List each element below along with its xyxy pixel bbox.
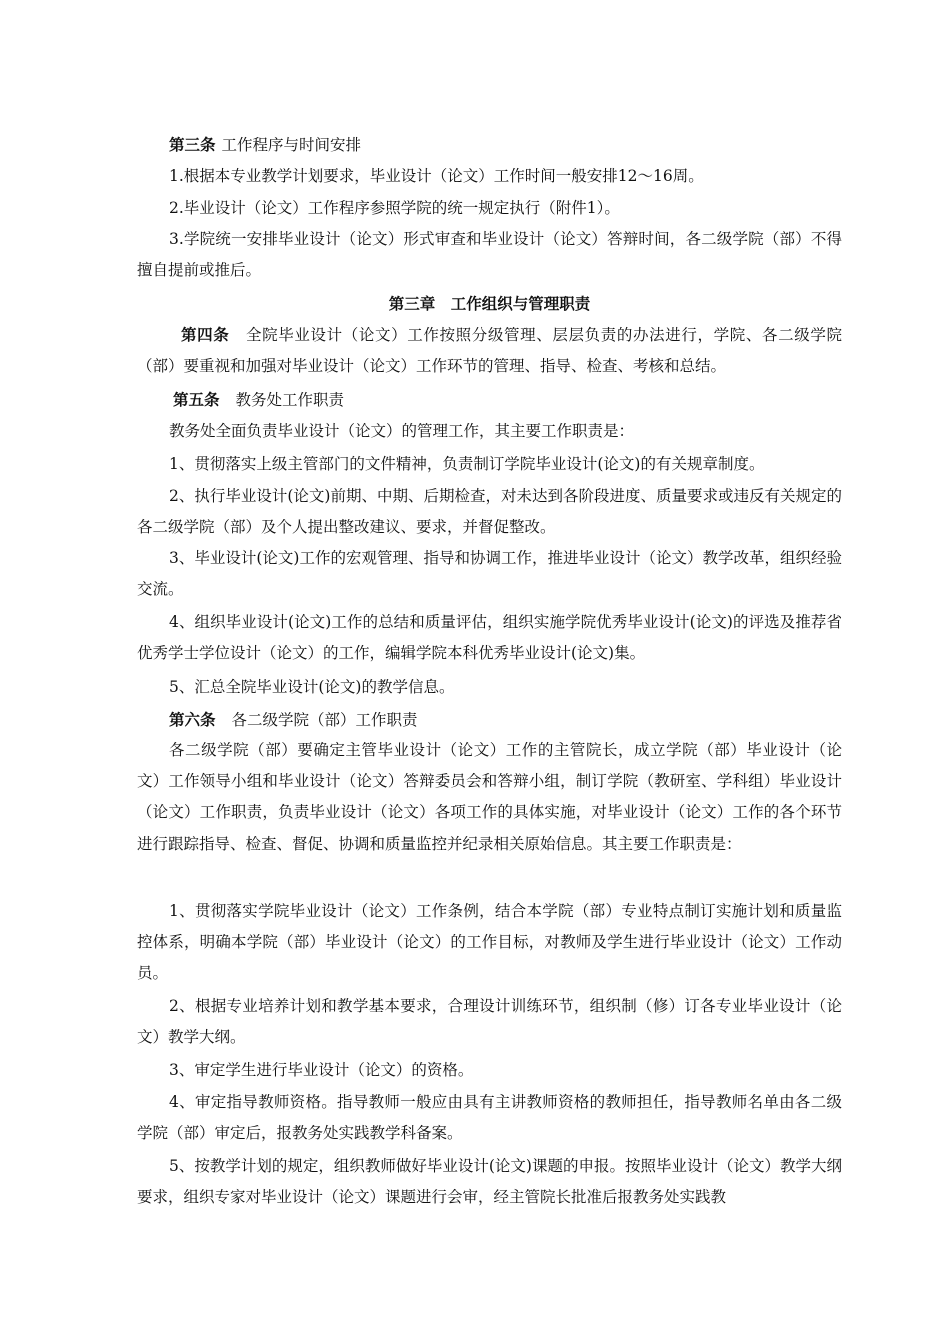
article-5-item-4: 4、组织毕业设计(论文)工作的总结和质量评估，组织实施学院优秀毕业设计(论文)的评选及推荐省优秀学士学位设计（论文）的工作，编辑学院本科优秀毕业设计(论文)集。 — [137, 613, 842, 663]
article-5-title: 第五条 — [173, 390, 220, 409]
article-5-item-3: 3、毕业设计(论文)工作的宏观管理、指导和协调工作，推进毕业设计（论文）教学改革，组织经验交流。 — [137, 549, 842, 599]
article-6-item-3: 3、审定学生进行毕业设计（论文）的资格。 — [169, 1061, 474, 1079]
article-4-paragraph — [137, 319, 842, 382]
article-4-text: 全院毕业设计（论文）工作按照分级管理、层层负责的办法进行，学院、各二级学院（部）要重视和加强对毕业设计（论文）工作环节的管理、指导、检查、考核和总结。 — [137, 326, 842, 376]
article-3-title: 第三条 — [169, 135, 216, 154]
article-3-item-3: 3.学院统一安排毕业设计（论文）形式审查和毕业设计（论文）答辩时间，各二级学院（部）不得擅自提前或推后。 — [137, 230, 842, 280]
article-4-title: 第四条 — [181, 325, 230, 344]
article-6-item-2: 2、根据专业培养计划和教学基本要求，合理设计训练环节，组织制（修）订各专业毕业设计（论文）教学大纲。 — [137, 997, 842, 1047]
article-5-subtitle: 教务处工作职责 — [235, 391, 345, 409]
article-3-subtitle: 工作程序与时间安排 — [221, 136, 362, 154]
article-5-item-5: 5、汇总全院毕业设计(论文)的教学信息。 — [169, 678, 455, 696]
article-5-item-2: 2、执行毕业设计(论文)前期、中期、后期检查，对未达到各阶段进度、质量要求或违反有关规定的各二级学院（部）及个人提出整改建议、要求，并督促整改。 — [137, 487, 842, 537]
article-6-item-1: 1、贯彻落实学院毕业设计（论文）工作条例，结合本学院（部）专业特点制订实施计划和质量监控体系，明确本学院（部）毕业设计（论文）的工作目标，对教师及学生进行毕业设计（论文）工作动员。 — [137, 902, 842, 983]
article-6-item-5: 5、按教学计划的规定，组织教师做好毕业设计(论文)课题的申报。按照毕业设计（论文）教学大纲要求，组织专家对毕业设计（论文）课题进行会审，经主管院长批准后报教务处实践教 — [137, 1157, 842, 1207]
article-5-intro: 教务处全面负责毕业设计（论文）的管理工作，其主要工作职责是： — [169, 422, 635, 440]
article-3-heading — [137, 129, 842, 161]
article-6-intro: 各二级学院（部）要确定主管毕业设计（论文）工作的主管院长，成立学院（部）毕业设计（论文）工作领导小组和毕业设计（论文）答辩委员会和答辩小组，制订学院（教研室、学科组）毕业设计（论文）工作职责，负责毕业设计（论文）各项工作的具体实施，对毕业设计（论文）工作的各个环节进行跟踪指导、检查、督促、协调和质量监控并纪录相关原始信息。其主要工作职责是： — [137, 741, 842, 853]
article-5-heading — [137, 384, 842, 416]
article-6-title: 第六条 — [169, 710, 216, 729]
article-6-item-4: 4、审定指导教师资格。指导教师一般应由具有主讲教师资格的教师担任，指导教师名单由各二级学院（部）审定后，报教务处实践教学科备案。 — [137, 1093, 842, 1143]
article-3-item-1: 1.根据本专业教学计划要求，毕业设计（论文）工作时间一般安排12～16周。 — [169, 167, 704, 185]
chapter-heading: 第三章 工作组织与管理职责 — [388, 294, 591, 313]
article-5-item-1: 1、贯彻落实上级主管部门的文件精神，负责制订学院毕业设计(论文)的有关规章制度。 — [169, 455, 765, 473]
article-3-item-2: 2.毕业设计（论文）工作程序参照学院的统一规定执行（附件1）。 — [169, 199, 620, 217]
article-6-subtitle: 各二级学院（部）工作职责 — [231, 711, 418, 729]
article-6-heading — [137, 704, 842, 736]
